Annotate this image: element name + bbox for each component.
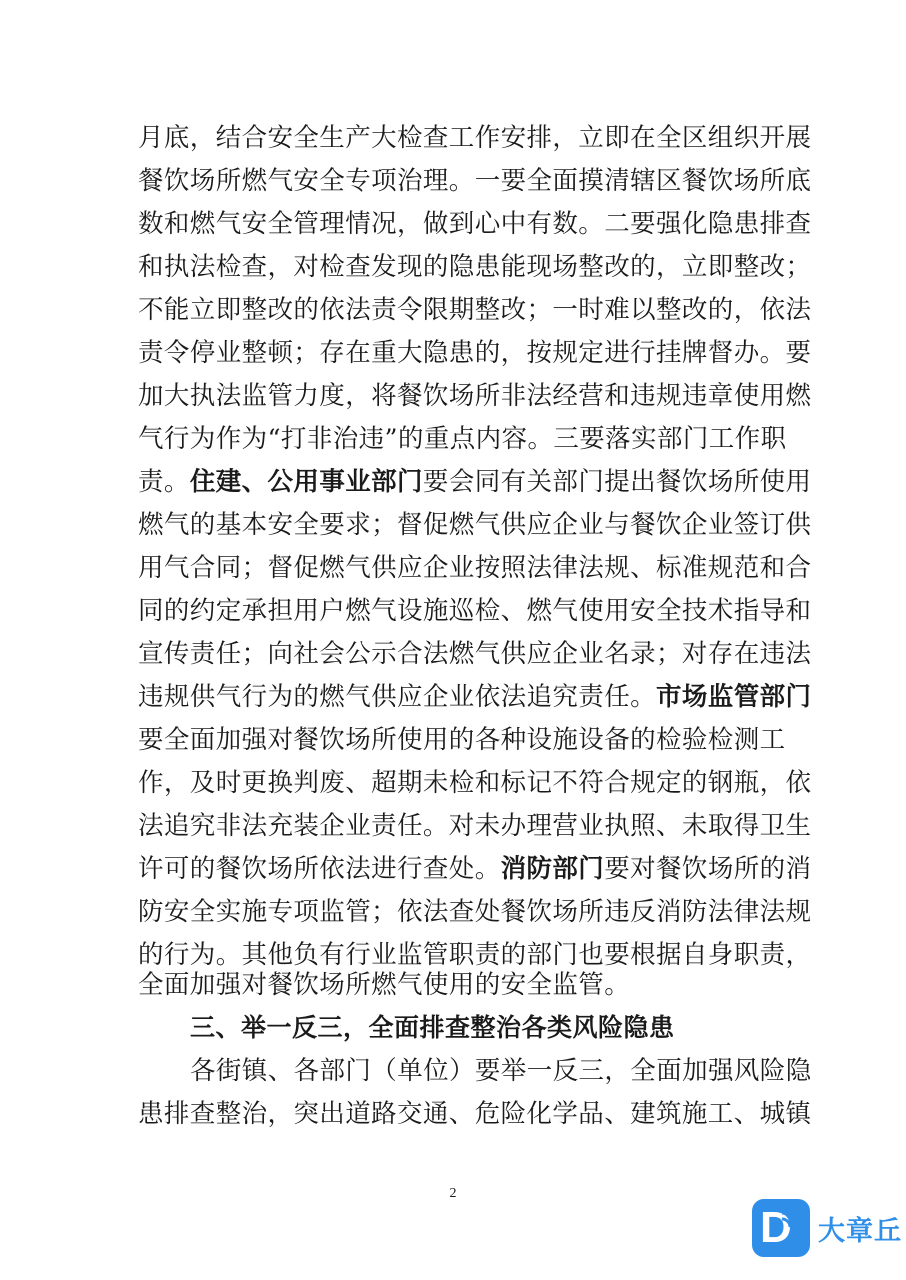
page-number: 2 <box>449 1186 457 1201</box>
line-text: 责。 <box>138 467 190 497</box>
logo-letter: D <box>760 1203 792 1252</box>
body-line: 各街镇、各部门（单位）要举一反三，全面加强风险隐 <box>190 1056 812 1086</box>
logo-text: 大章丘 <box>818 1215 902 1247</box>
body-line: 气行为作为“打非治违”的重点内容。三要落实部门工作职 <box>138 424 787 454</box>
body-line: 数和燃气安全管理情况，做到心中有数。二要强化隐患排查 <box>138 209 812 239</box>
body-line: 加大执法监管力度，将餐饮场所非法经营和违规违章使用燃 <box>138 381 812 411</box>
body-line: 和执法检查，对检查发现的隐患能现场整改的，立即整改； <box>138 252 812 282</box>
body-line: 要全面加强对餐饮场所使用的各种设施设备的检验检测工 <box>138 725 786 755</box>
line-text: 许可的餐饮场所依法进行查处。 <box>138 854 501 884</box>
dept-name-fire: 消防部门 <box>500 854 605 884</box>
section-heading: 三、举一反三，全面排查整治各类风险隐患 <box>190 1013 675 1042</box>
line-text: 违规供气行为的燃气供应企业依法追究责任。 <box>138 682 657 712</box>
body-line: 用气合同；督促燃气供应企业按照法律法规、标准规范和合 <box>138 553 812 583</box>
body-line: 全面加强对餐饮场所燃气使用的安全监管。 <box>138 970 631 1000</box>
watermark-logo <box>752 1196 902 1260</box>
body-line <box>138 462 812 502</box>
body-line <box>138 677 812 717</box>
signal-icon <box>752 1199 810 1257</box>
body-line: 法追究非法充装企业责任。对未办理营业执照、未取得卫生 <box>138 811 812 841</box>
body-line: 宣传责任；向社会公示合法燃气供应企业名录；对存在违法 <box>138 639 812 669</box>
body-line: 燃气的基本安全要求；督促燃气供应企业与餐饮企业签订供 <box>138 510 812 540</box>
dept-name-housing: 住建、公用事业部门 <box>189 467 423 497</box>
body-line: 作，及时更换判废、超期未检和标记不符合规定的钢瓶，依 <box>138 768 812 798</box>
body-line: 餐饮场所燃气安全专项治理。一要全面摸清辖区餐饮场所底 <box>138 166 812 196</box>
body-line: 防安全实施专项监管；依法查处餐饮场所违反消防法律法规 <box>138 897 812 927</box>
body-line: 患排查整治，突出道路交通、危险化学品、建筑施工、城镇 <box>138 1099 812 1129</box>
line-text: 要对餐饮场所的消 <box>604 854 812 884</box>
line-text: 要会同有关部门提出餐饮场所使用 <box>422 467 812 497</box>
body-line: 责令停业整顿；存在重大隐患的，按规定进行挂牌督办。要 <box>138 338 812 368</box>
body-line: 不能立即整改的依法责令限期整改；一时难以整改的，依法 <box>138 295 812 325</box>
body-line: 月底，结合安全生产大检查工作安排，立即在全区组织开展 <box>138 123 812 153</box>
body-line: 的行为。其他负有行业监管职责的部门也要根据自身职责， <box>138 940 812 970</box>
body-line: 同的约定承担用户燃气设施巡检、燃气使用安全技术指导和 <box>138 596 812 626</box>
body-line <box>138 849 812 889</box>
dept-name-market: 市场监管部门 <box>656 682 812 712</box>
app-logo-icon <box>752 1199 810 1257</box>
